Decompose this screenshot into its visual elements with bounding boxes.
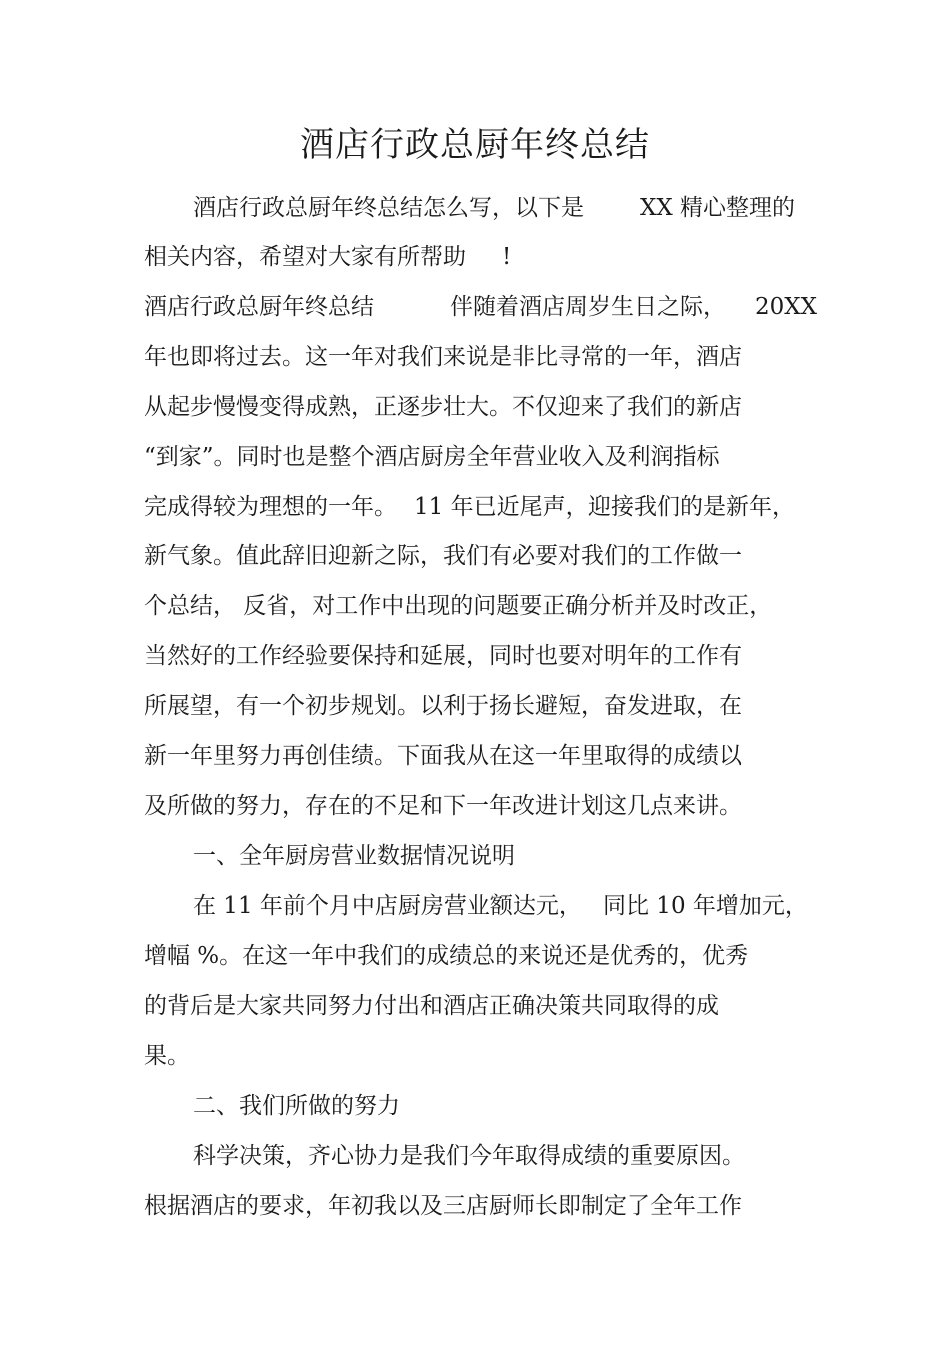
text-segment: 20XX	[755, 294, 818, 320]
section-heading: 二、我们所做的努力	[193, 1093, 400, 1119]
text-segment: 完成得较为理想的一年。	[144, 494, 397, 520]
text-line: 的背后是大家共同努力付出和酒店正确决策共同取得的成	[144, 993, 719, 1019]
text-line: 果。	[144, 1043, 190, 1069]
text-line: 新气象。值此辞旧迎新之际，我们有必要对我们的工作做一	[144, 543, 742, 569]
text-segment: 在 11 年前个月中店厨房营业额达元，	[193, 893, 582, 919]
text-line: 当然好的工作经验要保持和延展，同时也要对明年的工作有	[144, 643, 742, 669]
text-line: 新一年里努力再创佳绩。下面我从在这一年里取得的成绩以	[144, 743, 742, 769]
text-line: 及所做的努力，存在的不足和下一年改进计划这几点来讲。	[144, 793, 742, 819]
text-segment: 同比 10 年增加元，	[603, 893, 808, 919]
text-segment: !	[502, 244, 512, 270]
text-line: 从起步慢慢变得成熟，正逐步壮大。不仅迎来了我们的新店	[144, 394, 742, 420]
text-line: 根据酒店的要求，年初我以及三店厨师长即制定了全年工作	[144, 1193, 742, 1219]
text-segment: 11 年已近尾声，	[414, 494, 589, 520]
text-line: 科学决策，齐心协力是我们今年取得成绩的重要原因。	[193, 1143, 745, 1169]
section-heading: 一、全年厨房营业数据情况说明	[193, 843, 515, 869]
text-segment: 迎接我们的是新年，	[588, 494, 795, 520]
text-line: 年也即将过去。这一年对我们来说是非比寻常的一年，酒店	[144, 344, 742, 370]
text-segment: 酒店行政总厨年终总结怎么写，以下是	[193, 195, 584, 221]
text-segment: XX 精心整理的	[640, 195, 796, 221]
text-segment: 伴随着酒店周岁生日之际，	[450, 294, 726, 320]
text-line: 增幅 %。在这一年中我们的成绩总的来说还是优秀的，优秀	[144, 943, 749, 969]
text-segment: 相关内容，希望对大家有所帮助	[144, 244, 466, 270]
text-line: “到家”。同时也是整个酒店厨房全年营业收入及利润指标	[144, 444, 720, 470]
text-segment: 酒店行政总厨年终总结	[144, 294, 374, 320]
document-title: 酒店行政总厨年终总结	[300, 125, 650, 165]
text-line: 个总结， 反省，对工作中出现的问题要正确分析并及时改正，	[144, 593, 773, 619]
text-line: 所展望，有一个初步规划。以利于扬长避短，奋发进取，在	[144, 693, 742, 719]
